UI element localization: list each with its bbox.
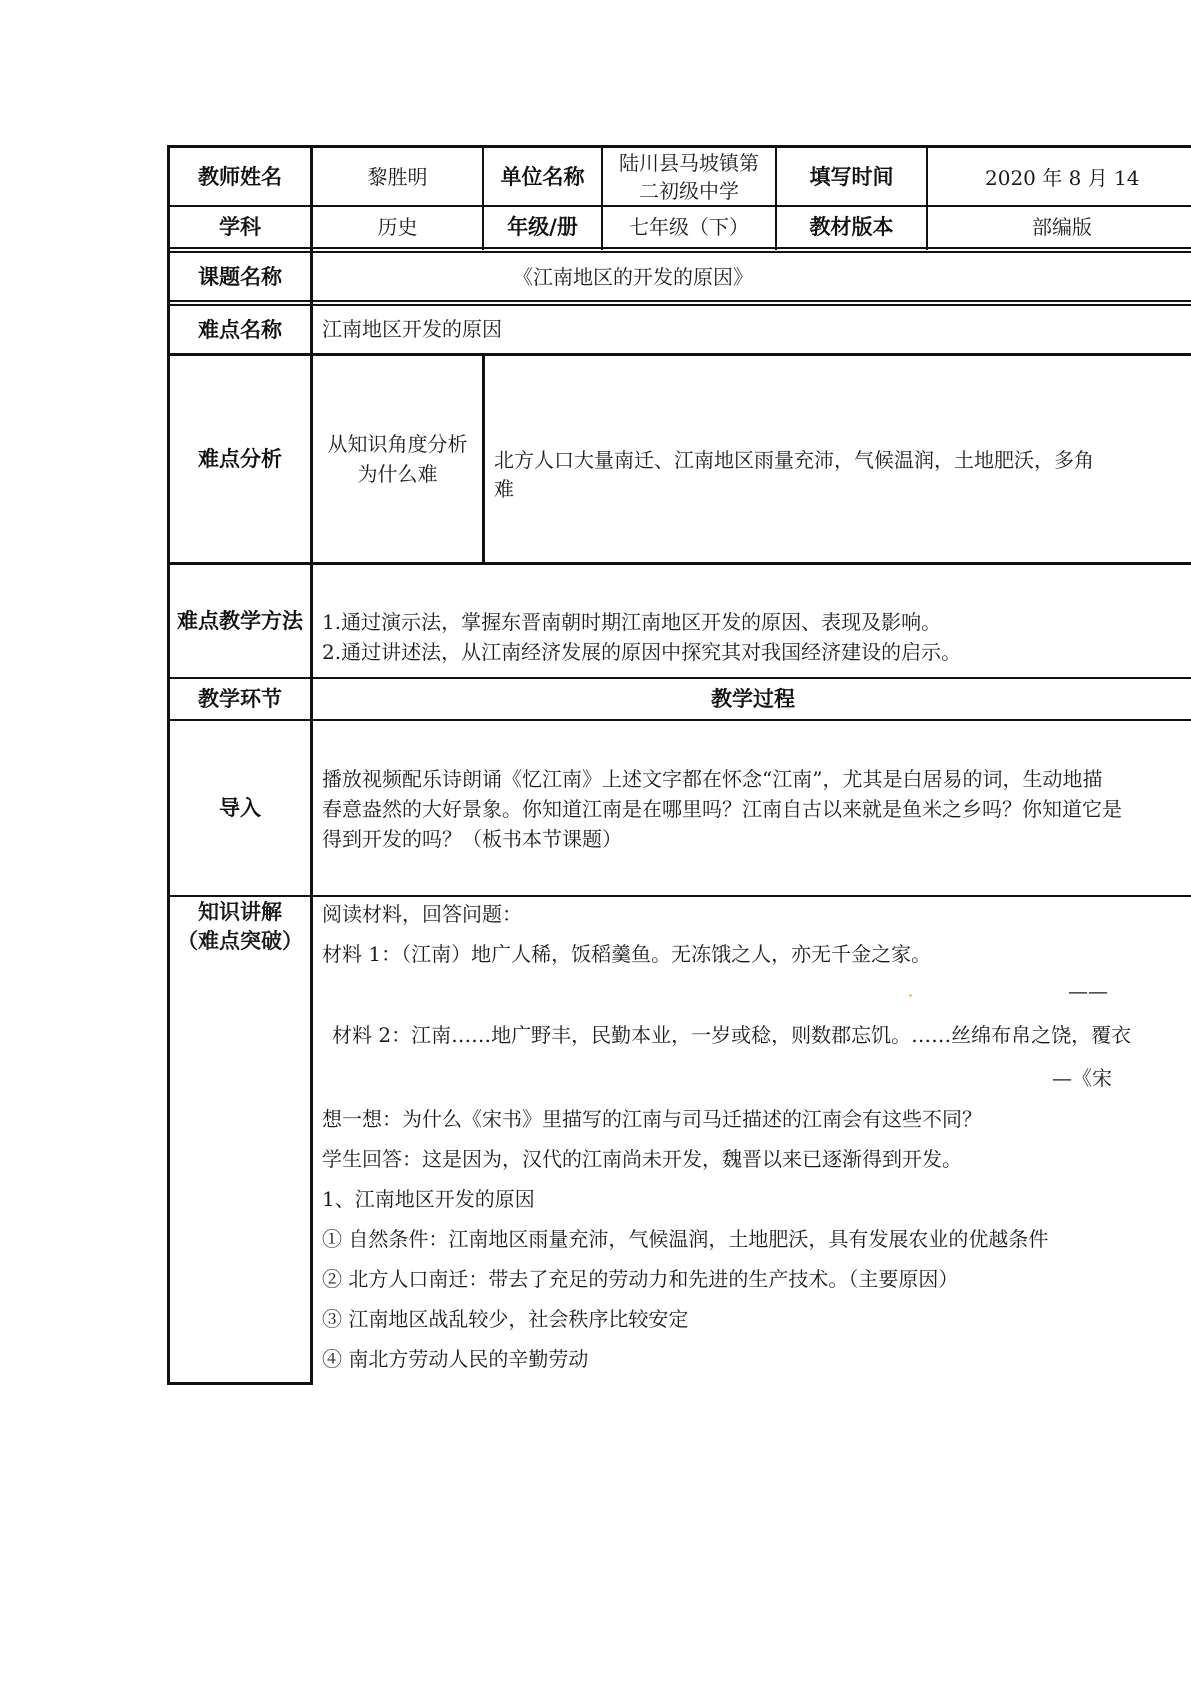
row-line-7 bbox=[167, 719, 1191, 721]
row-line-3b bbox=[167, 304, 1191, 306]
knowledge-reason-1: ① 自然条件：江南地区雨量充沛，气候温润，土地肥沃，具有发展农业的优越条件 bbox=[322, 1227, 1049, 1251]
knowledge-label-line2: （难点突破） bbox=[177, 929, 303, 953]
date-label: 填写时间 bbox=[809, 164, 894, 189]
analysis-text-line1: 北方人口大量南迁、江南地区雨量充沛，气候温润，土地肥沃，多角 bbox=[494, 448, 1094, 472]
table-divider-label-col bbox=[310, 145, 313, 1385]
knowledge-line-read: 阅读材料，回答问题： bbox=[322, 902, 522, 926]
unit-name-label: 单位名称 bbox=[500, 164, 585, 189]
difficulty-label: 难点名称 bbox=[198, 317, 282, 342]
unit-name-line1: 陆川县马坡镇第 bbox=[619, 150, 759, 175]
analysis-sub-label-line2: 为什么难 bbox=[357, 462, 438, 486]
knowledge-reason-4: ④ 南北方劳动人民的辛勤劳动 bbox=[322, 1347, 589, 1371]
method-line1: 1.通过演示法，掌握东晋南朝时期江南地区开发的原因、表现及影响。 bbox=[322, 610, 942, 634]
knowledge-material-1: 材料 1：（江南）地广人稀，饭稻羹鱼。无冻饿之人，亦无千金之家。 bbox=[322, 942, 932, 966]
date-value: 2020 年 8 月 14 bbox=[985, 166, 1140, 190]
teaching-stage-label: 教学环节 bbox=[198, 687, 282, 711]
knowledge-label-line1: 知识讲解 bbox=[198, 900, 282, 924]
edition-value: 部编版 bbox=[1032, 215, 1092, 239]
knowledge-student-answer: 学生回答：这是因为，汉代的江南尚未开发，魏晋以来已逐渐得到开发。 bbox=[322, 1147, 962, 1171]
method-line2: 2.通过讲述法，从江南经济发展的原因中探究其对我国经济建设的启示。 bbox=[322, 640, 962, 664]
topic-value: 《江南地区的开发的原因》 bbox=[513, 264, 753, 289]
row-line-2 bbox=[167, 247, 1191, 249]
knowledge-material-2-source: —《宋 bbox=[1052, 1066, 1112, 1090]
analysis-label: 难点分析 bbox=[198, 447, 282, 471]
unit-name-line2: 二初级中学 bbox=[639, 178, 739, 203]
analysis-sub-label-line1: 从知识角度分析 bbox=[327, 432, 468, 456]
row-line-8 bbox=[167, 895, 1191, 897]
teaching-process-label: 教学过程 bbox=[711, 687, 795, 711]
analysis-text-line2: 难 bbox=[494, 477, 514, 501]
knowledge-section-title: 1、江南地区开发的原因 bbox=[322, 1187, 535, 1211]
analysis-sub-label bbox=[313, 356, 482, 562]
method-label: 难点教学方法 bbox=[177, 609, 303, 633]
intro-label: 导入 bbox=[219, 796, 261, 820]
knowledge-reason-3: ③ 江南地区战乱较少，社会秩序比较安定 bbox=[322, 1307, 689, 1331]
knowledge-material-2: 材料 2：江南……地广野丰，民勤本业，一岁或稔，则数郡忘饥。……丝绵布帛之饶，覆衣 bbox=[332, 1023, 1132, 1047]
edition-label: 教材版本 bbox=[809, 215, 894, 239]
intro-line1: 播放视频配乐诗朗诵《忆江南》上述文字都在怀念“江南”，尤其是白居易的词，生动地描 bbox=[322, 767, 1103, 791]
knowledge-label bbox=[170, 898, 310, 958]
knowledge-think: 想一想：为什么《宋书》里描写的江南与司马迁描述的江南会有这些不同？ bbox=[322, 1107, 982, 1131]
teacher-name-value: 黎胜明 bbox=[367, 164, 428, 189]
knowledge-reason-2: ② 北方人口南迁：带去了充足的劳动力和先进的生产技术。（主要原因） bbox=[322, 1267, 959, 1291]
intro-line2: 春意盎然的大好景象。你知道江南是在哪里吗？江南自古以来就是鱼米之乡吗？你知道它是 bbox=[322, 797, 1122, 821]
table-divider-analysis bbox=[482, 355, 485, 563]
teacher-name-label: 教师姓名 bbox=[198, 164, 282, 189]
stray-mark bbox=[909, 994, 912, 997]
grade-value: 七年级（下） bbox=[629, 215, 749, 239]
intro-line3: 得到开发的吗？（板书本节课题） bbox=[322, 827, 622, 851]
grade-label: 年级/册 bbox=[507, 215, 578, 239]
topic-label: 课题名称 bbox=[198, 264, 282, 289]
knowledge-material-1-source: —— bbox=[1068, 979, 1108, 1003]
table-border-bottom bbox=[167, 1382, 313, 1385]
row-line-5 bbox=[167, 562, 1191, 565]
subject-label: 学科 bbox=[219, 215, 261, 239]
row-line-3 bbox=[167, 300, 1191, 302]
unit-name-value bbox=[603, 148, 775, 205]
table-divider-r1-c5 bbox=[926, 145, 928, 250]
subject-value: 历史 bbox=[377, 215, 418, 239]
difficulty-value: 江南地区开发的原因 bbox=[322, 317, 502, 341]
